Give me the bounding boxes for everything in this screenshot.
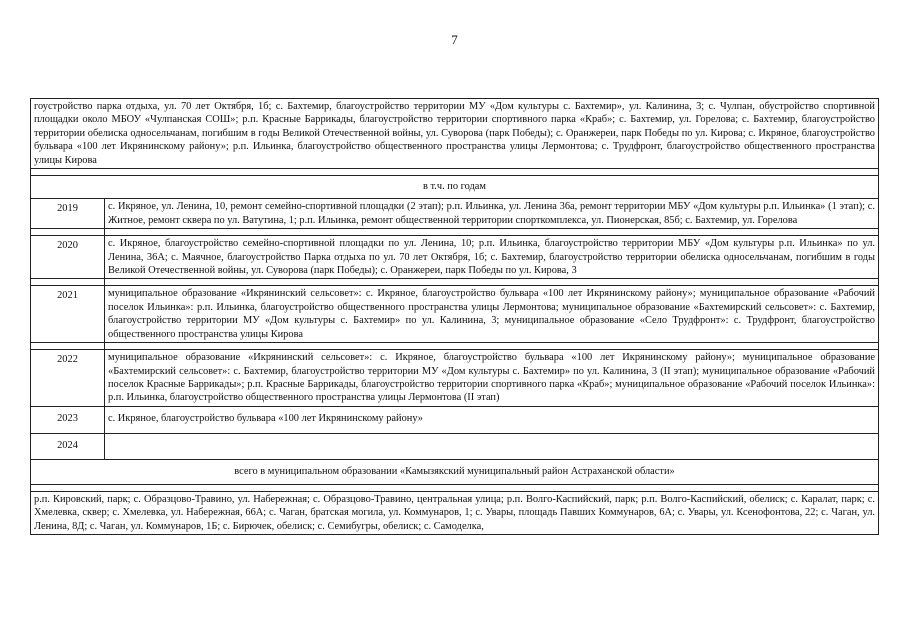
year-cell: 2021: [31, 286, 105, 343]
year-description: муниципальное образование «Икрянинский сельсовет»: с. Икряное, благоустройство бульвара «100 лет Икрянинскому району»; муниципальное образование «Бахтемирский сельсовет»: с. Бахтемир, благоустройство территории МУ «Дом культуры с. Бахтемир» по ул. Калинина, 3 (II этап); муниципальное образование «Рабочий поселок Красные Баррикады»; р.п. Красные Баррикады, благоустройство территории спортивного парка «Краб»; муниципальное образование «Рабочий поселок Ильинка»: р.п. Ильинка, благоустройство общественного пространства улицы Лермонтова (II этап): [105, 350, 879, 407]
table-row: [31, 406, 879, 433]
year-cell: 2024: [31, 434, 105, 459]
program-table: [30, 98, 879, 535]
by-year-header: в т.ч. по годам: [31, 176, 879, 199]
spacer-cell: [105, 229, 879, 236]
year-description: [105, 434, 879, 459]
year-description: муниципальное образование «Икрянинский сельсовет»: с. Икряное, благоустройство бульвара «100 лет Икрянинскому району»; муниципальное образование «Рабочий поселок Ильинка»: р.п. Ильинка, благоустройство общественного пространства улицы Лермонтова; муниципальное образование «Бахтемирский сельсовет»: с. Бахтемир, благоустройство территории МУ «Дом культуры с. Бахтемир» по ул. Калинина, 3; муниципальное образование «Село Трудфронт»: с. Трудфронт, благоустройство общественного пространства улицы Кирова: [105, 286, 879, 343]
total-header-row: [31, 459, 879, 484]
spacer-cell: [31, 229, 105, 236]
table-row: [31, 434, 879, 459]
year-description: с. Икряное, благоустройство бульвара «100 лет Икрянинскому району»: [105, 406, 879, 433]
spacer-cell: [31, 343, 105, 350]
total-cell: р.п. Кировский, парк; с. Образцово-Травино, ул. Набережная; с. Образцово-Травино, центральная улица; р.п. Волго-Каспийский, парк; р.п. Волго-Каспийский, обелиск; с. Каралат, парк; с. Хмелевка, сквер; с. Хмелевка, ул. Набережная, 66А; с. Чаган, братская могила, ул. Коммунаров, 1; с. Увары, площадь Павших Коммунаров, 6А; с. Увары, ул. Ксенофонтова, 22; с. Чаган, ул. Ленина, 8Д; с. Чаган, ул. Коммунаров, 1Б; с. Бирючек, обелиск; с. Семибугры, обелиск; с. Самоделка,: [31, 491, 879, 534]
spacer-row: [31, 279, 879, 286]
spacer-row: [31, 229, 879, 236]
spacer-cell: [105, 343, 879, 350]
by-year-header-row: [31, 176, 879, 199]
year-cell: 2020: [31, 236, 105, 279]
spacer-cell: [31, 484, 879, 491]
spacer-row: [31, 343, 879, 350]
spacer-row: [31, 169, 879, 176]
total-header: всего в муниципальном образовании «Камызякский муниципальный район Астраханской области»: [31, 459, 879, 484]
year-description: с. Икряное, благоустройство семейно-спортивной площадки по ул. Ленина, 10; р.п. Ильинка, благоустройство территории МБУ «Дом культуры р.п. Ильинка» по ул. Ленина, 36А; с. Маячное, благоустройство Парка отдыха по ул. 70 лет Октября, 1б; с. Бахтемир, благоустройство территории обелиска односельчанам, погибшим в годы Великой Отечественной войны, ул. Суворова (парк Победы); с. Оранжереи, парк Победы по ул. Кирова, 3: [105, 236, 879, 279]
year-description: с. Икряное, ул. Ленина, 10, ремонт семейно-спортивной площадки (2 этап); р.п. Ильинка, ул. Ленина 36а, ремонт территории МБУ «Дом культуры р.п. Ильинка» (1 этап); с. Житное, ремонт сквера по ул. Ватутина, 1; р.п. Ильинка, ремонт общественной территории спорткомплекса, ул. Пионерская, 85б; с. Бахтемир, ул. Горелова: [105, 199, 879, 229]
year-cell: 2019: [31, 199, 105, 229]
spacer-cell: [31, 169, 879, 176]
page-number: 7: [451, 32, 458, 47]
spacer-row: [31, 484, 879, 491]
intro-row: [31, 99, 879, 169]
year-cell: 2022: [31, 350, 105, 407]
table-row: [31, 199, 879, 229]
table-row: [31, 350, 879, 407]
spacer-cell: [31, 279, 105, 286]
year-cell: 2023: [31, 406, 105, 433]
spacer-cell: [105, 279, 879, 286]
total-row: [31, 491, 879, 534]
table-row: [31, 286, 879, 343]
table-row: [31, 236, 879, 279]
intro-cell: гоустройство парка отдыха, ул. 70 лет Октября, 1б; с. Бахтемир, благоустройство территории МУ «Дом культуры с. Бахтемир», ул. Калинина, 3; с. Чулпан, обустройство спортивной площадки около МБОУ «Чулпанская СОШ»; р.п. Красные Баррикады, благоустройство территории спортивного парка «Краб»; с. Бахтемир, ул. Горелова; с. Бахтемир, благоустройство территории обелиска односельчанам, погибшим в годы Великой Отечественной войны, ул. Суворова (парк Победы); с. Оранжереи, парк Победы по ул. Кирова; с. Икряное, благоустройство бульвара «100 лет Икрянинскому району»; р.п. Ильинка, благоустройство общественного пространства улицы Лермонтова; с. Трудфронт, благоустройство общественного пространства улицы Кирова: [31, 99, 879, 169]
